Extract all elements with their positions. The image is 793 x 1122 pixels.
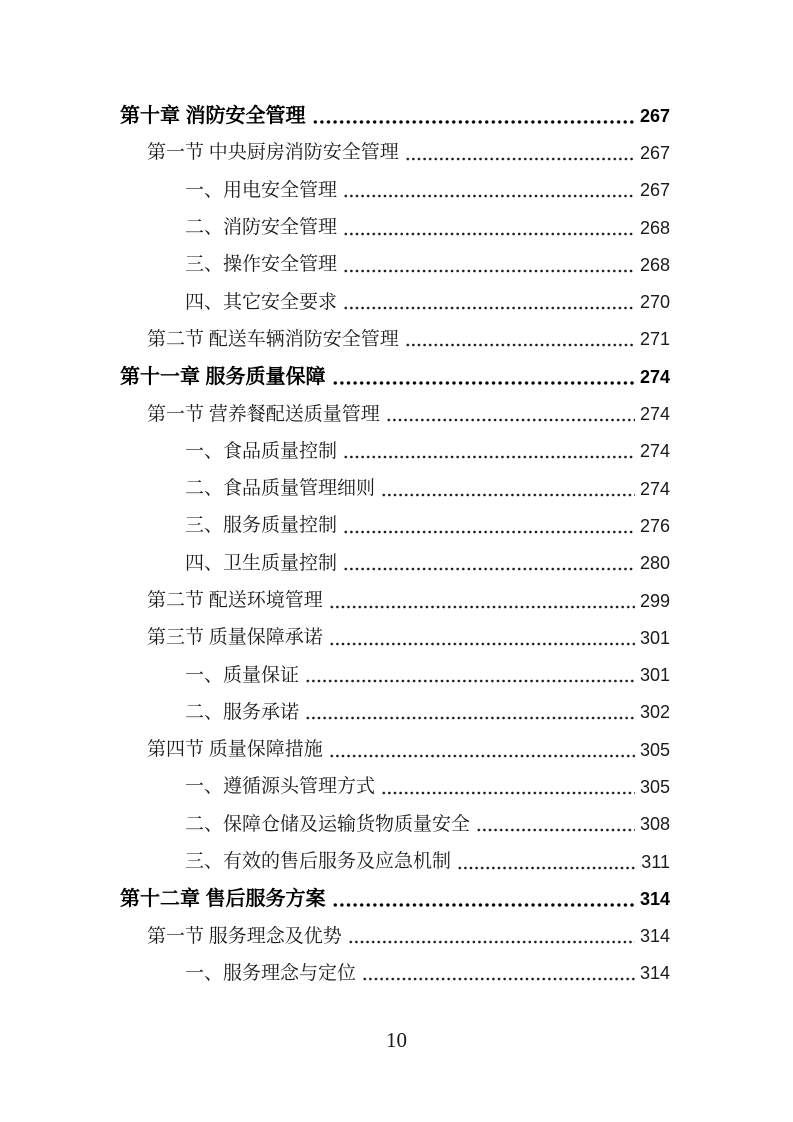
toc-entry[interactable] (120, 358, 670, 395)
toc-dot-leader (362, 977, 635, 981)
page-number: 10 (386, 1028, 407, 1052)
toc-dot-leader (305, 679, 635, 683)
toc-entry-label: 二、食品质量管理细则 (185, 478, 376, 500)
toc-entry-label: 一、质量保证 (185, 664, 300, 686)
toc-entry-page: 301 (639, 627, 670, 648)
toc-entry[interactable] (120, 731, 670, 768)
toc-dot-leader (476, 828, 635, 832)
toc-entry-label: 第十一章 服务质量保障 (120, 365, 326, 388)
toc-dot-leader (332, 903, 635, 907)
toc-entry-label: 二、保障仓储及运输货物质量安全 (185, 813, 471, 835)
toc-entry-label: 第十二章 售后服务方案 (120, 887, 326, 910)
toc-entry-page: 271 (639, 329, 670, 350)
toc-entry-page: 302 (639, 702, 670, 723)
toc-dot-leader (381, 493, 635, 497)
toc-entry-label: 第三节 质量保障承诺 (147, 627, 323, 649)
toc-entry-label: 二、消防安全管理 (185, 217, 338, 239)
toc-dot-leader (343, 232, 635, 236)
toc-entry-label: 第二节 配送车辆消防安全管理 (147, 328, 399, 350)
toc-entry-page: 274 (639, 366, 670, 387)
toc-entry-page: 276 (639, 515, 670, 536)
toc-entry[interactable] (120, 283, 670, 320)
toc-entry-page: 268 (639, 217, 670, 238)
toc-entry-label: 第一节 营养餐配送质量管理 (147, 403, 380, 425)
toc-entry-page: 267 (639, 180, 670, 201)
toc-entry-page: 314 (639, 926, 670, 947)
toc-entry-page: 274 (639, 404, 670, 425)
toc-entry[interactable] (120, 918, 670, 955)
toc-entry-label: 一、服务理念与定位 (185, 962, 357, 984)
toc-entry-page: 299 (639, 590, 670, 611)
toc-entry-page: 301 (639, 665, 670, 686)
toc-dot-leader (457, 866, 636, 870)
toc-dot-leader (405, 343, 635, 347)
toc-entry-page: 274 (639, 478, 670, 499)
toc-dot-leader (381, 791, 635, 795)
toc-entry-label: 四、卫生质量控制 (185, 552, 338, 574)
toc-entry-label: 二、服务承诺 (185, 701, 300, 723)
toc-entry[interactable] (120, 582, 670, 619)
toc-entry[interactable] (120, 321, 670, 358)
toc-entry[interactable] (120, 619, 670, 656)
toc-dot-leader (405, 157, 635, 161)
toc-entry-label: 第十章 消防安全管理 (120, 104, 306, 127)
toc-list (120, 97, 670, 992)
toc-dot-leader (305, 716, 635, 720)
toc-dot-leader (312, 120, 635, 124)
toc-entry-page: 274 (639, 441, 670, 462)
toc-entry-label: 一、用电安全管理 (185, 179, 338, 201)
toc-entry-page: 311 (641, 851, 670, 872)
toc-entry[interactable] (120, 880, 670, 917)
toc-entry-label: 三、有效的售后服务及应急机制 (185, 851, 452, 873)
toc-entry[interactable] (120, 955, 670, 992)
toc-entry-page: 305 (639, 776, 670, 797)
toc-entry-label: 三、操作安全管理 (185, 254, 338, 276)
toc-entry-page: 308 (639, 814, 670, 835)
toc-dot-leader (329, 642, 635, 646)
toc-entry-page: 270 (639, 292, 670, 313)
toc-entry[interactable] (120, 470, 670, 507)
toc-dot-leader (332, 381, 635, 385)
toc-entry[interactable] (120, 395, 670, 432)
toc-entry[interactable] (120, 433, 670, 470)
toc-entry[interactable] (120, 172, 670, 209)
toc-entry-page: 314 (639, 888, 670, 909)
toc-entry-page: 268 (639, 254, 670, 275)
toc-dot-leader (329, 605, 635, 609)
toc-entry[interactable] (120, 209, 670, 246)
toc-dot-leader (343, 530, 635, 534)
toc-entry-label: 三、服务质量控制 (185, 515, 338, 537)
toc-entry[interactable] (120, 656, 670, 693)
toc-entry-page: 267 (639, 105, 670, 126)
toc-entry-label: 第一节 中央厨房消防安全管理 (147, 142, 399, 164)
toc-entry-page: 280 (639, 553, 670, 574)
toc-entry[interactable] (120, 507, 670, 544)
toc-dot-leader (343, 194, 635, 198)
toc-dot-leader (343, 567, 635, 571)
toc-entry-label: 一、遵循源头管理方式 (185, 776, 376, 798)
page-footer (0, 1028, 793, 1053)
toc-entry-label: 第一节 服务理念及优势 (147, 925, 342, 947)
toc-entry-page: 314 (639, 963, 670, 984)
toc-dot-leader (329, 754, 635, 758)
toc-entry[interactable] (120, 246, 670, 283)
toc-entry[interactable] (120, 806, 670, 843)
toc-entry[interactable] (120, 545, 670, 582)
toc-entry-label: 一、食品质量控制 (185, 440, 338, 462)
toc-entry-page: 305 (639, 739, 670, 760)
toc-entry-label: 四、其它安全要求 (185, 291, 338, 313)
toc-dot-leader (343, 455, 635, 459)
toc-entry[interactable] (120, 843, 670, 880)
toc-entry-label: 第二节 配送环境管理 (147, 590, 323, 611)
toc-entry-label: 第四节 质量保障措施 (147, 739, 323, 761)
toc-entry[interactable] (120, 694, 670, 731)
toc-dot-leader (343, 269, 635, 273)
toc-entry[interactable] (120, 134, 670, 171)
toc-dot-leader (348, 940, 635, 944)
toc-entry[interactable] (120, 768, 670, 805)
toc-dot-leader (343, 306, 635, 310)
toc-entry-page: 267 (639, 142, 670, 163)
toc-entry[interactable] (120, 97, 670, 134)
toc-dot-leader (386, 418, 635, 422)
